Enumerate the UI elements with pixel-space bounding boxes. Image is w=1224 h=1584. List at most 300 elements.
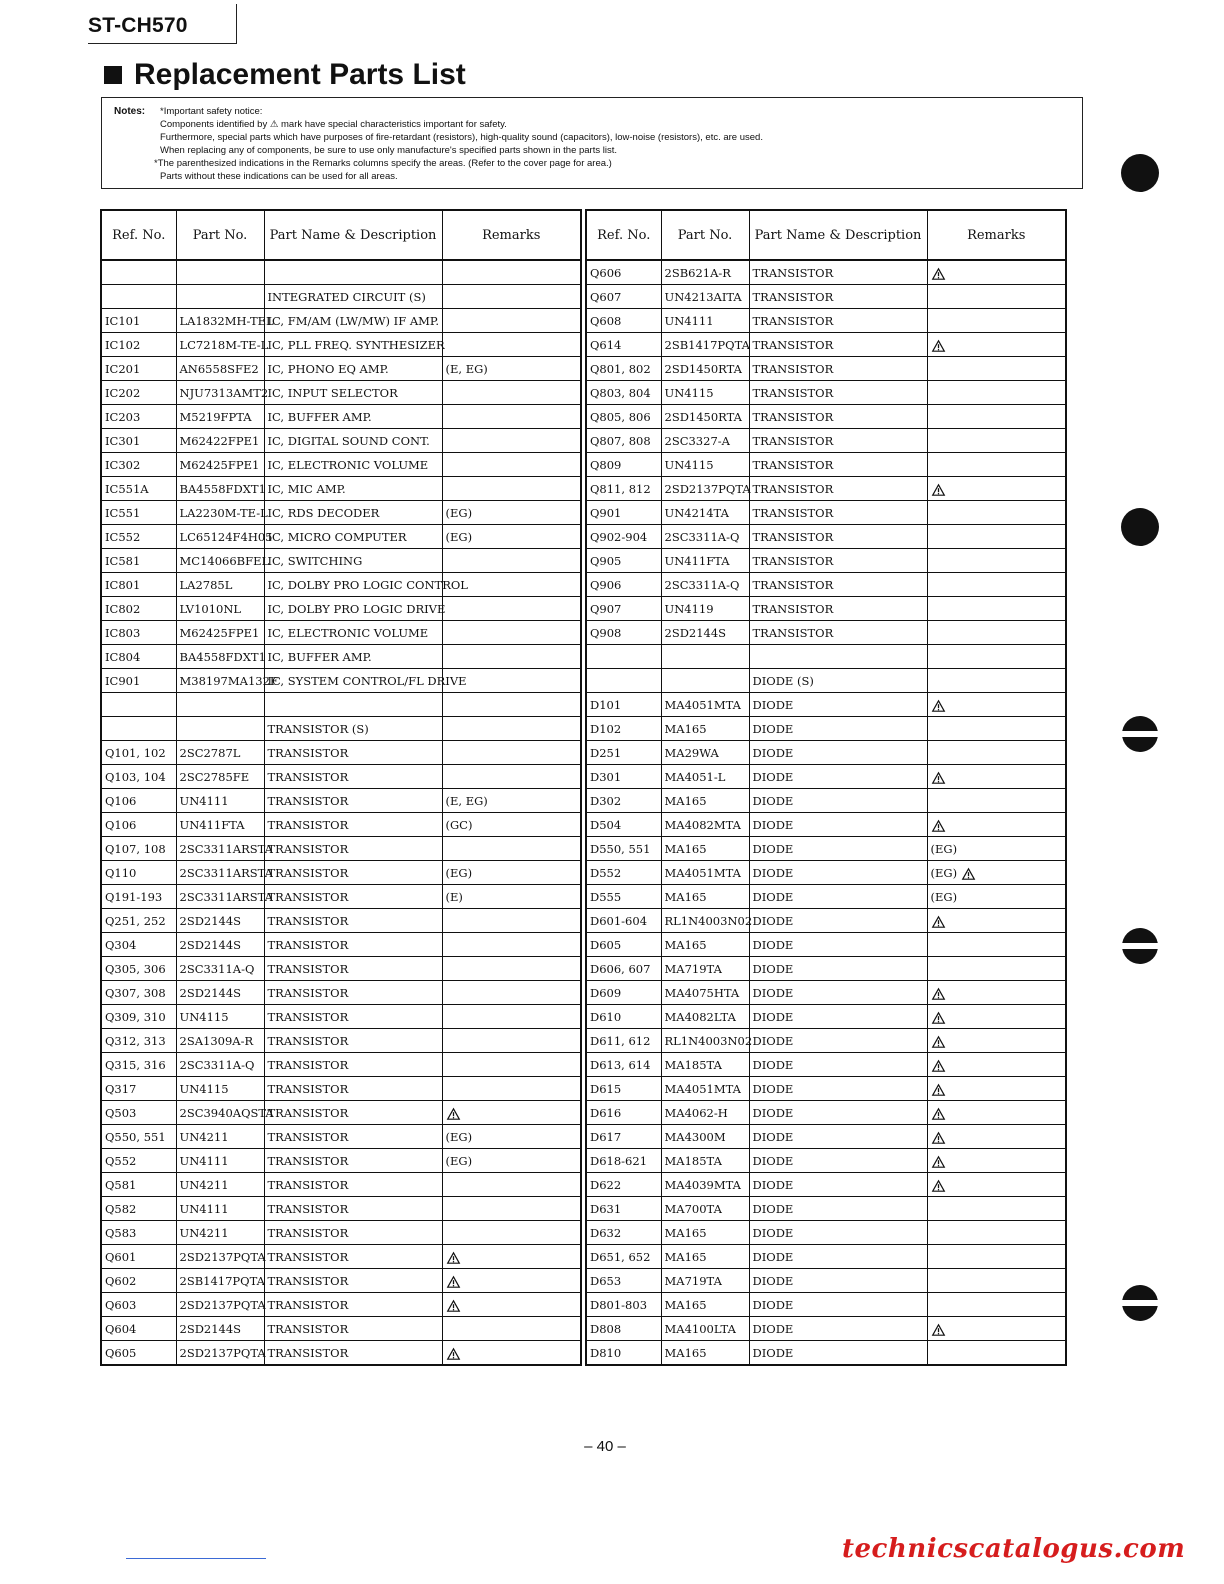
remarks-value <box>931 482 945 496</box>
description-cell: TRANSISTOR <box>749 333 927 357</box>
description-cell: TRANSISTOR <box>264 813 442 837</box>
remarks-cell <box>442 477 581 501</box>
description-cell: TRANSISTOR <box>749 381 927 405</box>
table-row <box>586 477 1066 501</box>
remarks-cell <box>442 1341 581 1366</box>
safety-warning-icon <box>447 1108 460 1120</box>
table-row <box>101 1101 581 1125</box>
description-cell: TRANSISTOR <box>749 621 927 645</box>
table-row <box>586 1125 1066 1149</box>
remarks-cell <box>927 933 1066 957</box>
table-row <box>586 260 1066 285</box>
ref-no-cell: Q607 <box>586 285 661 309</box>
table-row <box>586 1173 1066 1197</box>
note-line: *The parenthesized indications in the Remarks columns specify the areas. (Refer to the cover page for area.) <box>154 158 612 169</box>
description-cell: IC, MIC AMP. <box>264 477 442 501</box>
remarks-cell <box>442 429 581 453</box>
ref-no-cell: IC201 <box>101 357 176 381</box>
part-no-cell: 2SD2144S <box>176 909 264 933</box>
remarks-value <box>446 1250 460 1264</box>
description-header: Part Name & Description <box>749 210 927 260</box>
remarks-cell <box>927 405 1066 429</box>
remarks-cell <box>927 381 1066 405</box>
ref-no-cell: D631 <box>586 1197 661 1221</box>
description-cell: TRANSISTOR <box>264 957 442 981</box>
part-no-cell: LC65124F4H05 <box>176 525 264 549</box>
part-no-cell <box>661 645 749 669</box>
ref-no-cell: Q605 <box>101 1341 176 1366</box>
ref-no-cell: Q614 <box>586 333 661 357</box>
part-no-cell: NJU7313AMT2 <box>176 381 264 405</box>
description-cell: IC, DOLBY PRO LOGIC DRIVE <box>264 597 442 621</box>
safety-warning-icon <box>932 268 945 280</box>
ref-no-cell: Q801, 802 <box>586 357 661 381</box>
remarks-cell <box>442 1101 581 1125</box>
remarks-cell <box>927 453 1066 477</box>
part-no-cell: MA700TA <box>661 1197 749 1221</box>
ref-no-cell: D615 <box>586 1077 661 1101</box>
remarks-cell <box>927 1245 1066 1269</box>
ref-no-cell: Q103, 104 <box>101 765 176 789</box>
ref-no-cell: Q101, 102 <box>101 741 176 765</box>
table-row <box>101 861 581 885</box>
description-cell: TRANSISTOR <box>749 357 927 381</box>
table-row <box>101 693 581 717</box>
safety-warning-icon <box>932 484 945 496</box>
description-cell: DIODE <box>749 1005 927 1029</box>
safety-warning-icon <box>932 1132 945 1144</box>
ref-no-cell: D302 <box>586 789 661 813</box>
table-row <box>586 1149 1066 1173</box>
ref-no-cell: D301 <box>586 765 661 789</box>
watermark-link[interactable]: technicscatalogus.com <box>842 1534 1186 1564</box>
description-cell: DIODE <box>749 1341 927 1366</box>
remarks-cell <box>927 813 1066 837</box>
note-line: *Important safety notice: <box>160 106 263 117</box>
description-cell: IC, BUFFER AMP. <box>264 405 442 429</box>
remarks-cell <box>927 669 1066 693</box>
description-cell: TRANSISTOR <box>264 741 442 765</box>
part-no-cell <box>176 693 264 717</box>
part-no-cell: M62422FPE1 <box>176 429 264 453</box>
table-row <box>586 501 1066 525</box>
remarks-cell <box>442 453 581 477</box>
part-no-cell: UN411FTA <box>661 549 749 573</box>
description-cell: TRANSISTOR <box>749 453 927 477</box>
table-row <box>586 861 1066 885</box>
description-cell: TRANSISTOR <box>264 1293 442 1317</box>
part-no-cell: 2SC3311A-Q <box>661 525 749 549</box>
description-cell: IC, PHONO EQ AMP. <box>264 357 442 381</box>
description-cell: DIODE <box>749 837 927 861</box>
table-row <box>101 1077 581 1101</box>
remarks-cell <box>442 1245 581 1269</box>
description-cell: DIODE <box>749 861 927 885</box>
registration-split-dot-icon <box>1122 716 1158 752</box>
part-no-cell: 2SC3311A-Q <box>176 1053 264 1077</box>
ref-no-cell: IC804 <box>101 645 176 669</box>
remarks-cell <box>927 1269 1066 1293</box>
remarks-cell <box>927 1197 1066 1221</box>
part-no-cell: MA165 <box>661 717 749 741</box>
ref-no-cell: Q811, 812 <box>586 477 661 501</box>
description-cell: DIODE <box>749 909 927 933</box>
remarks-cell: (E) <box>442 885 581 909</box>
remarks-cell: (E, EG) <box>442 357 581 381</box>
ref-no-cell: D622 <box>586 1173 661 1197</box>
remarks-header: Remarks <box>442 210 581 260</box>
part-no-cell: M62425FPE1 <box>176 621 264 645</box>
ref-no-cell: D102 <box>586 717 661 741</box>
remarks-value <box>931 266 945 280</box>
remarks-cell <box>927 501 1066 525</box>
description-cell: INTEGRATED CIRCUIT (S) <box>264 285 442 309</box>
part-no-cell: LA1832MH-TEL <box>176 309 264 333</box>
description-cell: TRANSISTOR <box>264 837 442 861</box>
part-no-header: Part No. <box>176 210 264 260</box>
table-row <box>586 525 1066 549</box>
table-row <box>586 453 1066 477</box>
remarks-cell <box>927 1221 1066 1245</box>
part-no-cell: M62425FPE1 <box>176 453 264 477</box>
part-no-cell: MA165 <box>661 933 749 957</box>
remarks-cell <box>927 1173 1066 1197</box>
description-cell: TRANSISTOR <box>749 429 927 453</box>
remarks-cell <box>442 981 581 1005</box>
safety-warning-icon <box>932 988 945 1000</box>
ref-no-cell: Q601 <box>101 1245 176 1269</box>
ref-no-cell: Q606 <box>590 265 622 280</box>
table-row <box>101 1173 581 1197</box>
safety-warning-icon <box>932 1324 945 1336</box>
description-header: Part Name & Description <box>264 210 442 260</box>
part-no-cell: 2SC3311ARSTA <box>176 885 264 909</box>
table-row <box>586 285 1066 309</box>
part-no-cell <box>661 669 749 693</box>
table-row <box>101 621 581 645</box>
square-bullet-icon <box>104 66 122 84</box>
remarks-cell: (GC) <box>442 813 581 837</box>
table-row <box>101 909 581 933</box>
part-no-cell: MA4051MTA <box>661 693 749 717</box>
remarks-cell <box>927 741 1066 765</box>
ref-no-cell: D610 <box>586 1005 661 1029</box>
part-no-cell: MA4039MTA <box>661 1173 749 1197</box>
ref-no-cell: IC803 <box>101 621 176 645</box>
ref-no-cell: Q309, 310 <box>101 1005 176 1029</box>
model-tag-rule-horizontal <box>88 43 237 44</box>
table-row <box>586 1293 1066 1317</box>
description-cell <box>264 693 442 717</box>
remarks-cell <box>442 1317 581 1341</box>
part-no-cell: MA719TA <box>661 1269 749 1293</box>
description-cell: TRANSISTOR <box>264 861 442 885</box>
remarks-cell <box>442 909 581 933</box>
description-cell: TRANSISTOR <box>749 285 927 309</box>
table-row <box>586 309 1066 333</box>
remarks-cell <box>442 1221 581 1245</box>
description-cell: IC, SWITCHING <box>264 549 442 573</box>
description-cell: IC, DIGITAL SOUND CONT. <box>264 429 442 453</box>
remarks-value <box>931 818 945 832</box>
safety-warning-icon <box>447 1276 460 1288</box>
ref-no-header: Ref. No. <box>101 210 176 260</box>
ref-no-cell: D251 <box>586 741 661 765</box>
table-row <box>101 357 581 381</box>
table-row <box>586 1245 1066 1269</box>
remarks-cell: (EG) <box>442 861 581 885</box>
description-cell: TRANSISTOR <box>749 549 927 573</box>
ref-no-cell: D609 <box>586 981 661 1005</box>
description-cell: TRANSISTOR <box>264 1149 442 1173</box>
note-line: Parts without these indications can be used for all areas. <box>160 171 398 182</box>
table-header-row <box>101 210 581 260</box>
ref-no-cell: Q603 <box>101 1293 176 1317</box>
description-cell: TRANSISTOR <box>264 1029 442 1053</box>
remarks-cell <box>442 1197 581 1221</box>
ref-no-cell: Q106 <box>101 789 176 813</box>
description-cell: IC, MICRO COMPUTER <box>264 525 442 549</box>
remarks-cell <box>927 765 1066 789</box>
part-no-cell: LC7218M-TE-L <box>176 333 264 357</box>
safety-warning-icon <box>447 1252 460 1264</box>
remarks-cell <box>442 1053 581 1077</box>
part-no-cell: UN4111 <box>176 1197 264 1221</box>
table-row <box>586 981 1066 1005</box>
remarks-cell <box>927 861 1066 885</box>
remarks-cell <box>927 1101 1066 1125</box>
ref-no-cell: Q304 <box>101 933 176 957</box>
description-cell: DIODE <box>749 957 927 981</box>
ref-no-cell: Q191-193 <box>101 885 176 909</box>
remarks-value <box>931 338 945 352</box>
remarks-cell <box>927 1053 1066 1077</box>
table-row <box>101 741 581 765</box>
table-row <box>586 549 1066 573</box>
part-no-cell: LA2230M-TE-L <box>176 501 264 525</box>
remarks-value <box>931 1130 945 1144</box>
ref-no-cell: Q106 <box>101 813 176 837</box>
remarks-cell <box>927 621 1066 645</box>
part-no-cell: 2SC2785FE <box>176 765 264 789</box>
ref-no-cell: IC551A <box>101 477 176 501</box>
ref-no-cell: D552 <box>586 861 661 885</box>
ref-no-cell: D613, 614 <box>586 1053 661 1077</box>
safety-warning-icon <box>962 868 975 880</box>
part-no-cell: BA4558FDXT1 <box>176 645 264 669</box>
remarks-cell <box>927 909 1066 933</box>
table-row <box>586 621 1066 645</box>
description-cell: DIODE <box>749 1197 927 1221</box>
remarks-cell <box>442 285 581 309</box>
table-row <box>586 1077 1066 1101</box>
description-cell: IC, RDS DECODER <box>264 501 442 525</box>
ref-no-cell: Q902-904 <box>586 525 661 549</box>
table-row <box>586 1197 1066 1221</box>
page-number: – 40 – <box>584 1438 626 1455</box>
table-row <box>101 765 581 789</box>
ref-no-cell: IC102 <box>101 333 176 357</box>
remarks-value <box>931 698 945 712</box>
registration-split-dot-icon <box>1122 928 1158 964</box>
description-cell: IC, BUFFER AMP. <box>264 645 442 669</box>
description-cell: DIODE (S) <box>749 669 927 693</box>
description-cell <box>749 645 927 669</box>
remarks-cell <box>442 693 581 717</box>
part-no-cell <box>176 285 264 309</box>
remarks-cell <box>927 957 1066 981</box>
remarks-cell <box>442 333 581 357</box>
ref-no-cell <box>586 669 661 693</box>
table-row <box>101 957 581 981</box>
description-cell: TRANSISTOR <box>264 789 442 813</box>
description-cell: TRANSISTOR <box>264 1197 442 1221</box>
description-cell: TRANSISTOR <box>264 1317 442 1341</box>
remarks-value <box>931 1010 945 1024</box>
registration-dot-icon <box>1121 508 1159 546</box>
part-no-cell: 2SD2144S <box>661 621 749 645</box>
remarks-cell <box>927 477 1066 501</box>
part-no-cell: 2SD1450RTA <box>661 405 749 429</box>
table-row <box>101 1029 581 1053</box>
ref-no-cell: IC551 <box>101 501 176 525</box>
table-row <box>101 669 581 693</box>
remarks-header: Remarks <box>927 210 1066 260</box>
table-row <box>586 837 1066 861</box>
ref-no-cell: Q807, 808 <box>586 429 661 453</box>
part-no-cell: MA4300M <box>661 1125 749 1149</box>
part-no-cell: MA165 <box>661 1293 749 1317</box>
table-row <box>101 813 581 837</box>
table-row <box>101 549 581 573</box>
description-cell: TRANSISTOR <box>264 885 442 909</box>
table-row <box>101 1269 581 1293</box>
note-line: Components identified by ⚠ mark have special characteristics important for safety. <box>160 119 507 130</box>
parts-table-left <box>100 209 582 1366</box>
part-no-cell: MA185TA <box>661 1149 749 1173</box>
description-cell: DIODE <box>749 813 927 837</box>
description-cell: IC, FM/AM (LW/MW) IF AMP. <box>264 309 442 333</box>
part-no-cell: UN411FTA <box>176 813 264 837</box>
part-no-cell: 2SB1417PQTA <box>661 333 749 357</box>
description-cell: IC, PLL FREQ. SYNTHESIZER <box>264 333 442 357</box>
ref-no-cell: Q307, 308 <box>101 981 176 1005</box>
remarks-cell <box>442 309 581 333</box>
part-no-cell: 2SC3940AQSTA <box>176 1101 264 1125</box>
part-no-cell: UN4214TA <box>661 501 749 525</box>
ref-no-cell: Q581 <box>101 1173 176 1197</box>
ref-no-cell: Q583 <box>101 1221 176 1245</box>
remarks-cell: (EG) <box>442 501 581 525</box>
ref-no-cell: IC802 <box>101 597 176 621</box>
part-no-cell: M38197MA132F <box>176 669 264 693</box>
safety-warning-icon <box>932 772 945 784</box>
part-no-cell: LV1010NL <box>176 597 264 621</box>
ref-no-cell: Q110 <box>101 861 176 885</box>
table-row <box>586 717 1066 741</box>
table-row <box>101 381 581 405</box>
remarks-value <box>446 1106 460 1120</box>
remarks-cell <box>442 765 581 789</box>
safety-warning-icon <box>932 1036 945 1048</box>
remarks-cell <box>442 1293 581 1317</box>
safety-warning-icon <box>932 916 945 928</box>
remarks-cell <box>927 573 1066 597</box>
ref-no-cell: Q809 <box>586 453 661 477</box>
model-tag-rule-vertical <box>236 4 237 44</box>
remarks-cell <box>927 789 1066 813</box>
ref-no-cell: IC203 <box>101 405 176 429</box>
remarks-cell <box>927 309 1066 333</box>
remarks-cell <box>927 1341 1066 1366</box>
table-row <box>101 285 581 309</box>
table-row <box>586 957 1066 981</box>
ref-no-cell: Q315, 316 <box>101 1053 176 1077</box>
ref-no-cell <box>101 717 176 741</box>
table-row <box>586 669 1066 693</box>
part-no-cell: 2SD1450RTA <box>661 357 749 381</box>
part-no-cell: LA2785L <box>176 573 264 597</box>
part-no-cell: MA4075HTA <box>661 981 749 1005</box>
description-cell: TRANSISTOR <box>264 1005 442 1029</box>
part-no-cell: MA4082MTA <box>661 813 749 837</box>
ref-no-cell: Q312, 313 <box>101 1029 176 1053</box>
remarks-cell <box>927 260 1066 285</box>
part-no-cell: MA4051MTA <box>661 1077 749 1101</box>
ref-no-cell: D601-604 <box>586 909 661 933</box>
remarks-cell <box>927 1125 1066 1149</box>
description-cell: IC, INPUT SELECTOR <box>264 381 442 405</box>
ref-no-cell <box>101 285 176 309</box>
table-row <box>101 645 581 669</box>
description-cell: TRANSISTOR <box>749 597 927 621</box>
remarks-value <box>931 1322 945 1336</box>
description-cell: DIODE <box>749 1245 927 1269</box>
table-row <box>586 573 1066 597</box>
part-no-cell: MA4100LTA <box>661 1317 749 1341</box>
table-row <box>101 981 581 1005</box>
description-cell: TRANSISTOR <box>264 765 442 789</box>
remarks-cell <box>442 741 581 765</box>
description-cell: DIODE <box>749 1029 927 1053</box>
description-cell: TRANSISTOR <box>264 1245 442 1269</box>
part-no-cell: UN4211 <box>176 1221 264 1245</box>
remarks-cell: (EG) <box>442 525 581 549</box>
description-cell: DIODE <box>749 717 927 741</box>
ref-no-cell: IC552 <box>101 525 176 549</box>
description-cell: TRANSISTOR (S) <box>264 717 442 741</box>
part-no-cell: M5219FPTA <box>176 405 264 429</box>
remarks-value <box>931 1034 945 1048</box>
part-no-cell: MA165 <box>661 1245 749 1269</box>
table-row <box>586 741 1066 765</box>
remarks-cell <box>442 381 581 405</box>
table-row <box>101 501 581 525</box>
safety-warning-icon <box>932 1108 945 1120</box>
description-cell: DIODE <box>749 1221 927 1245</box>
table-row <box>586 333 1066 357</box>
description-cell: TRANSISTOR <box>749 309 927 333</box>
part-no-cell <box>176 260 264 285</box>
description-cell: TRANSISTOR <box>264 1269 442 1293</box>
part-no-cell: MA165 <box>661 885 749 909</box>
parts-table-left-body <box>101 260 581 1365</box>
ref-no-cell: Q317 <box>101 1077 176 1101</box>
ref-no-cell: Q901 <box>586 501 661 525</box>
page-title: Replacement Parts List <box>134 58 466 91</box>
table-row <box>586 1101 1066 1125</box>
description-cell: IC, ELECTRONIC VOLUME <box>264 453 442 477</box>
